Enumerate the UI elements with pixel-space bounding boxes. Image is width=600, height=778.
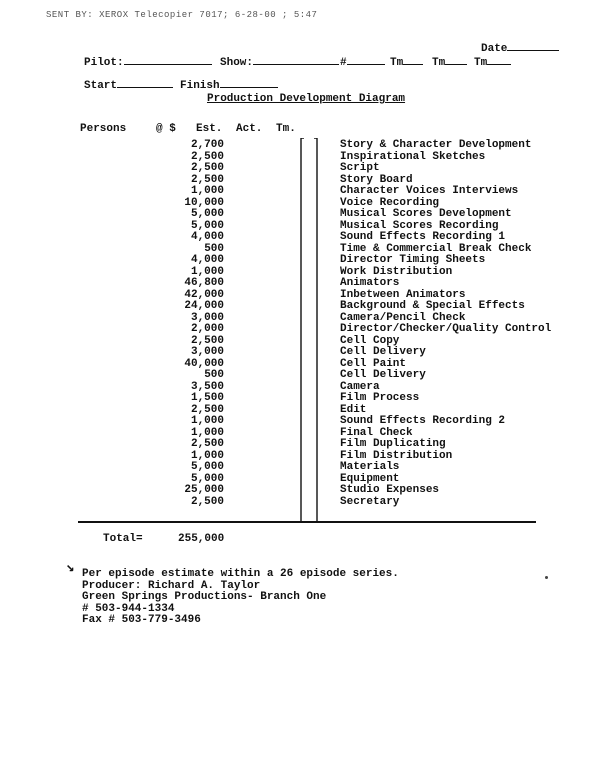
pilot-label: Pilot: (84, 57, 124, 69)
task-label: Story Board (340, 173, 413, 186)
fax-header: SENT BY: XEROX Telecopier 7017; 6-28-00 ; 5:47 (46, 10, 318, 20)
estimate-value: 2,500 (190, 495, 224, 508)
estimate-value: 1,000 (190, 415, 224, 427)
estimate-value: 5,000 (190, 208, 224, 220)
table-row (0, 336, 600, 348)
task-label: Secretary (340, 495, 400, 508)
estimate-value: 1,000 (190, 265, 224, 278)
estimate-value: 1,000 (190, 426, 224, 439)
table-row (0, 451, 600, 463)
episode-number-field (340, 54, 385, 69)
finish-label: Finish (180, 80, 220, 92)
table-row (0, 209, 600, 221)
estimate-value: 2,500 (190, 173, 224, 186)
task-label: Inspirational Sketches (340, 150, 486, 163)
task-label: Film Process (340, 392, 420, 404)
estimate-value: 10,000 (184, 196, 224, 209)
estimate-value: 25,000 (184, 484, 224, 496)
task-label: Final Check (340, 426, 413, 439)
estimate-value: 2,500 (190, 334, 224, 347)
show-label: Show: (220, 57, 254, 69)
task-label: Musical Scores Development (340, 208, 512, 220)
task-label: Time & Commercial Break Check (340, 242, 532, 255)
speck (545, 576, 548, 579)
estimate-value: 2,700 (190, 139, 224, 151)
hash-label: # (340, 57, 347, 69)
estimate-value: 500 (204, 242, 224, 255)
task-label: Sound Effects Recording 1 (340, 231, 506, 243)
table-row (0, 497, 600, 509)
estimate-value: 4,000 (190, 254, 224, 266)
estimate-value: 3,000 (190, 346, 224, 358)
tm-blank-2 (445, 54, 467, 65)
column-header-est: Est. (196, 123, 223, 135)
task-label: Cell Delivery (340, 369, 426, 381)
note-line: Producer: Richard A. Taylor (82, 579, 261, 592)
pilot-blank (124, 54, 212, 65)
task-label: Voice Recording (340, 196, 440, 209)
note-line: Per episode estimate within a 26 episode series. (82, 568, 399, 580)
table-row (0, 359, 600, 371)
task-label: Cell Paint (340, 357, 407, 370)
estimate-value: 3,500 (190, 380, 224, 393)
estimate-value: 42,000 (184, 288, 224, 301)
estimate-value: 2,000 (190, 323, 224, 335)
task-label: Materials (340, 461, 400, 473)
task-label: Camera (340, 380, 380, 393)
task-label: Script (340, 162, 380, 174)
task-label: Inbetween Animators (340, 288, 466, 301)
note-line: Green Springs Productions- Branch One (82, 591, 327, 603)
finish-blank (220, 77, 278, 88)
table-row (0, 267, 600, 279)
table-row (0, 393, 600, 405)
start-label: Start (84, 80, 118, 92)
total-value: 255,000 (178, 533, 225, 545)
task-label: Sound Effects Recording 2 (340, 415, 506, 427)
table-row (0, 232, 600, 244)
table-row (0, 324, 600, 336)
task-label: Film Distribution (340, 449, 453, 462)
column-header-tm: Tm. (276, 123, 296, 135)
estimate-value: 5,000 (190, 472, 224, 485)
tm-blank-3 (487, 54, 511, 65)
task-label: Cell Copy (340, 334, 400, 347)
table-row (0, 255, 600, 267)
table-row (0, 474, 600, 486)
table-row (0, 244, 600, 256)
pilot-field (84, 54, 212, 69)
tm-field-3 (474, 54, 511, 69)
finish-field (180, 77, 278, 92)
tm-label-2: Tm (432, 57, 446, 69)
table-row (0, 405, 600, 417)
estimate-value: 2,500 (190, 162, 224, 174)
notes-block (82, 569, 399, 627)
task-label: Musical Scores Recording (340, 219, 499, 232)
task-label: Work Distribution (340, 265, 453, 278)
task-label: Edit (340, 403, 367, 416)
task-label: Film Duplicating (340, 438, 446, 450)
document-title: Production Development Diagram (207, 93, 406, 105)
episode-number-blank (347, 54, 385, 65)
start-field (84, 77, 173, 92)
show-blank (253, 54, 339, 65)
estimate-value: 1,500 (190, 392, 224, 404)
task-label: Story & Character Development (340, 139, 532, 151)
tm-label-1: Tm (390, 57, 404, 69)
table-row (0, 485, 600, 497)
table-row (0, 382, 600, 394)
estimate-value: 5,000 (190, 219, 224, 232)
table-row (0, 163, 600, 175)
tm-field-1 (390, 54, 423, 69)
estimate-value: 3,000 (190, 311, 224, 324)
total-rule (78, 521, 536, 523)
table-row (0, 439, 600, 451)
start-blank (117, 77, 173, 88)
column-header-act: Act. (236, 123, 263, 135)
estimate-value: 500 (204, 369, 224, 381)
estimate-value: 1,000 (190, 185, 224, 197)
show-field (220, 54, 339, 69)
table-row (0, 152, 600, 164)
table-row (0, 278, 600, 290)
column-header-at-dollar: @ $ (156, 123, 176, 135)
date-field (481, 40, 559, 55)
task-label: Director Timing Sheets (340, 254, 486, 266)
note-line: # 503-944-1334 (82, 602, 175, 615)
estimate-value: 1,000 (190, 449, 224, 462)
task-label: Cell Delivery (340, 346, 426, 358)
table-row (0, 416, 600, 428)
table-row (0, 428, 600, 440)
task-label: Animators (340, 277, 400, 289)
estimate-value: 40,000 (184, 357, 224, 370)
table-row (0, 370, 600, 382)
estimate-value: 46,800 (184, 277, 224, 289)
tm-field-2 (432, 54, 467, 69)
estimate-value: 2,500 (190, 438, 224, 450)
column-header-persons: Persons (80, 123, 127, 135)
estimate-value: 2,500 (190, 150, 224, 163)
table-row (0, 221, 600, 233)
task-label: Background & Special Effects (340, 300, 525, 312)
note-line: Fax # 503-779-3496 (82, 614, 201, 626)
task-label: Camera/Pencil Check (340, 311, 466, 324)
task-label: Character Voices Interviews (340, 185, 519, 197)
date-blank (507, 40, 559, 51)
table-row (0, 140, 600, 152)
tm-label-3: Tm (474, 57, 488, 69)
task-label: Director/Checker/Quality Control (340, 323, 552, 335)
estimate-value: 24,000 (184, 300, 224, 312)
table-row (0, 186, 600, 198)
task-label: Studio Expenses (340, 484, 440, 496)
estimate-value: 5,000 (190, 461, 224, 473)
estimate-value: 2,500 (190, 403, 224, 416)
arrow-icon: ↘ (66, 560, 75, 576)
table-row (0, 347, 600, 359)
tm-blank-1 (403, 54, 423, 65)
estimate-value: 4,000 (190, 231, 224, 243)
table-row (0, 301, 600, 313)
total-label: Total= (103, 533, 143, 545)
task-label: Equipment (340, 472, 400, 485)
table-row (0, 462, 600, 474)
date-label: Date (481, 43, 508, 55)
